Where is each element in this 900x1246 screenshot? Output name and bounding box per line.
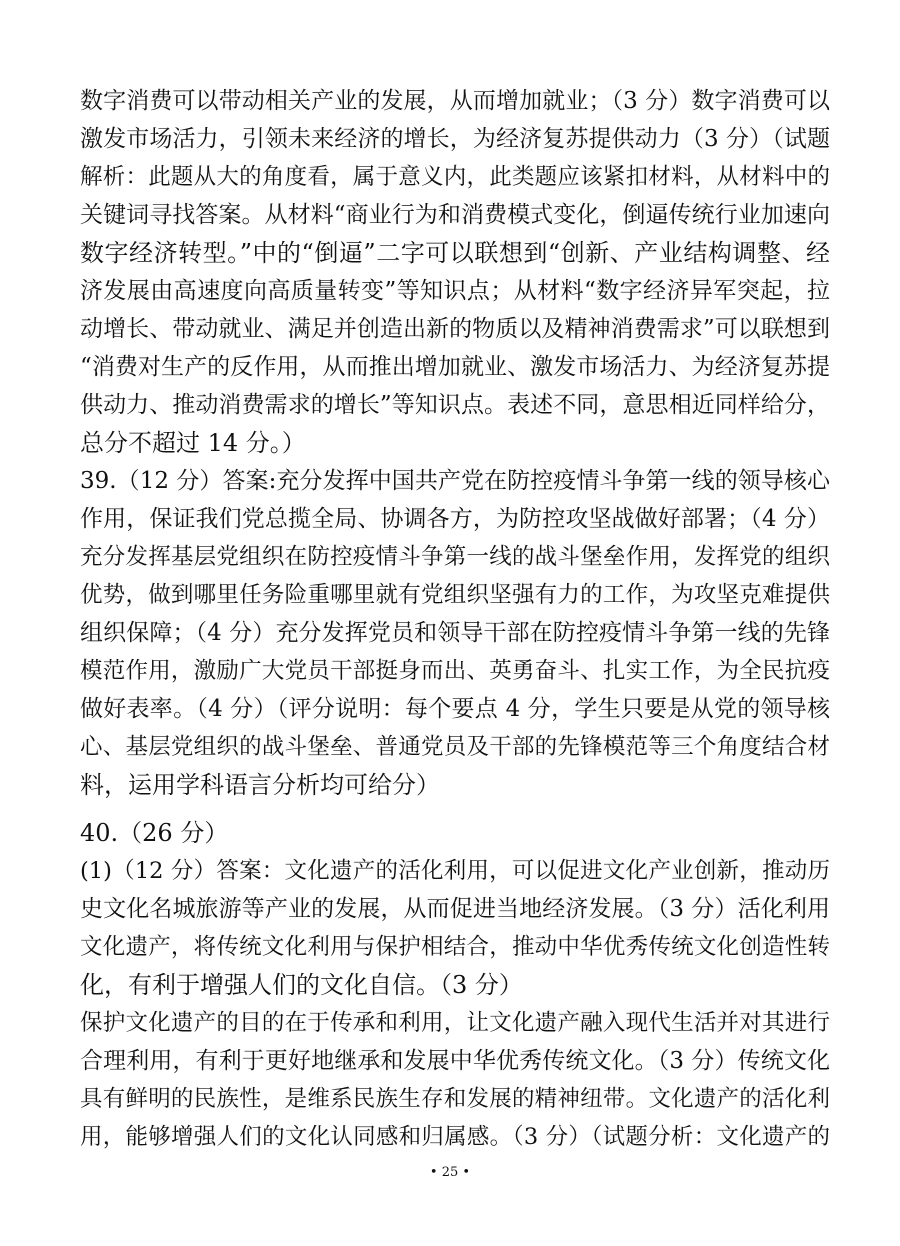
page-number: • 25 • (429, 1165, 471, 1180)
text-line: 心、基层党组织的战斗堡垒、普通党员及干部的先锋模范等三个角度结合材 (80, 734, 830, 760)
question-40-heading: 40.（26 分） (80, 819, 229, 847)
text-line: 模范作用，激励广大党员干部挺身而出、英勇奋斗、扎实工作，为全民抗疫 (80, 658, 830, 684)
text-line: 优势，做到哪里任务险重哪里就有党组织坚强有力的工作，为攻坚克难提供 (80, 582, 830, 608)
question-39-heading-line: 39.（12 分）答案:充分发挥中国共产党在防控疫情斗争第一线的领导核心 (80, 468, 830, 494)
text-line: 数字消费可以带动相关产业的发展，从而增加就业；（3 分）数字消费可以 (80, 88, 830, 114)
text-line: 济发展由高速度向高质量转变”等知识点；从材料“数字经济异军突起，拉 (80, 278, 830, 304)
text-line: 数字经济转型。”中的“倒逼”二字可以联想到“创新、产业结构调整、经 (80, 239, 830, 267)
text-line: 关键词寻找答案。从材料“商业行为和消费模式变化，倒逼传统行业加速向 (80, 202, 830, 228)
text-line: 史文化名城旅游等产业的发展，从而促进当地经济发展。（3 分）活化利用 (80, 896, 830, 922)
text-line: 总分不超过 14 分。） (80, 429, 306, 457)
text-line: 作用，保证我们党总揽全局、协调各方，为防控攻坚战做好部署；（4 分） (80, 506, 830, 532)
text-line: 具有鲜明的民族性，是维系民族生存和发展的精神纽带。文化遗产的活化利 (80, 1086, 830, 1112)
text-line: 组织保障；（4 分）充分发挥党员和领导干部在防控疫情斗争第一线的先锋 (80, 620, 830, 646)
text-line: 料，运用学科语言分析均可给分） (80, 771, 440, 799)
text-line: 用，能够增强人们的文化认同感和归属感。（3 分）（试题分析：文化遗产的 (80, 1124, 830, 1150)
text-line: 保护文化遗产的目的在于传承和利用，让文化遗产融入现代生活并对其进行 (80, 1010, 830, 1036)
text-line: 合理利用，有利于更好地继承和发展中华优秀传统文化。（3 分）传统文化 (80, 1048, 830, 1074)
text-line: 做好表率。（4 分）（评分说明：每个要点 4 分，学生只要是从党的领导核 (80, 696, 830, 722)
text-line: 充分发挥基层党组织在防控疫情斗争第一线的战斗堡垒作用，发挥党的组织 (80, 544, 830, 570)
text-line: 动增长、带动就业、满足并创造出新的物质以及精神消费需求”可以联想到 (80, 316, 830, 342)
text-line: 文化遗产，将传统文化利用与保护相结合，推动中华优秀传统文化创造性转 (80, 934, 830, 960)
text-line: 解析：此题从大的角度看，属于意义内，此类题应该紧扣材料，从材料中的 (80, 164, 830, 190)
text-line: 激发市场活力，引领未来经济的增长，为经济复苏提供动力（3 分）（试题 (80, 126, 830, 152)
subquestion-1-heading-line: (1)（12 分）答案：文化遗产的活化利用，可以促进文化产业创新，推动历 (80, 858, 830, 884)
text-line: 化，有利于增强人们的文化自信。（3 分） (80, 971, 523, 999)
text-line: 供动力、推动消费需求的增长”等知识点。表述不同，意思相近同样给分， (80, 392, 830, 418)
text-line: “消费对生产的反作用，从而推出增加就业、激发市场活力、为经济复苏提 (80, 354, 830, 380)
